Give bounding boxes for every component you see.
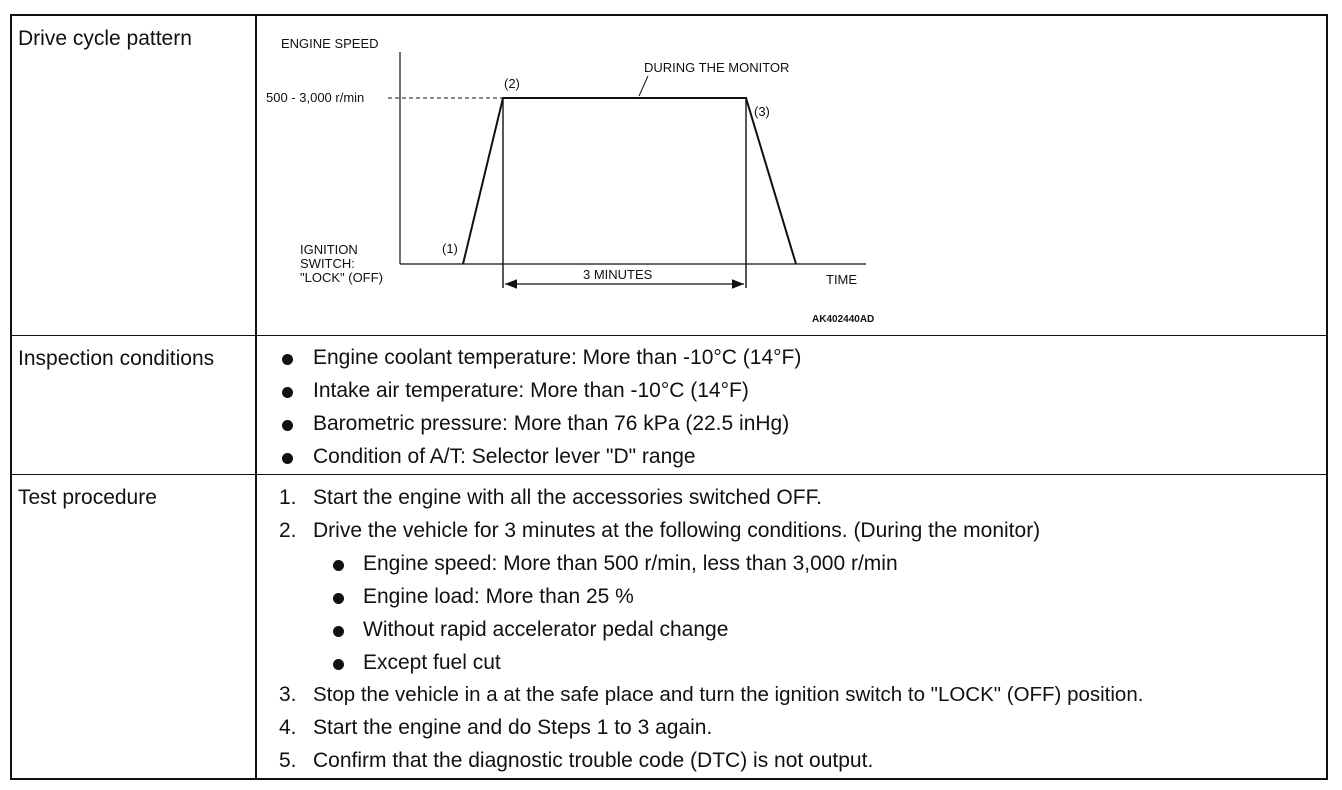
duration-label: 3 MINUTES <box>583 267 653 282</box>
bullet-icon <box>333 560 344 571</box>
monitor-label: DURING THE MONITOR <box>644 60 790 75</box>
step-2-text: Drive the vehicle for 3 minutes at the following conditions. (During the monitor) <box>313 519 1041 542</box>
sub-condition-3: Without rapid accelerator pedal change <box>363 618 729 641</box>
step-3-text: Stop the vehicle in a at the safe place and turn the ignition switch to "LOCK" (OFF) position. <box>313 683 1144 706</box>
y-axis-label: ENGINE SPEED <box>281 36 379 51</box>
x-axis-label: TIME <box>826 272 858 287</box>
step-4-text: Start the engine and do Steps 1 to 3 again. <box>313 716 713 739</box>
test-content <box>258 475 1326 778</box>
step-number: 3. <box>279 683 297 706</box>
bullet-icon <box>282 354 293 365</box>
point-3-label: (3) <box>754 104 770 119</box>
bullet-icon <box>282 453 293 464</box>
step-5-text: Confirm that the diagnostic trouble code (DTC) is not output. <box>313 749 874 772</box>
sub-condition-2: Engine load: More than 25 % <box>363 585 634 608</box>
point-1-label: (1) <box>442 241 458 256</box>
speed-range-label: 500 - 3,000 r/min <box>266 90 365 105</box>
bullet-icon <box>333 626 344 637</box>
step-number: 1. <box>279 486 297 509</box>
ignition-label-line1: IGNITION <box>300 242 358 257</box>
point-2-label: (2) <box>504 76 520 91</box>
inspection-item-1: Engine coolant temperature: More than -10°C (14°F) <box>313 346 802 369</box>
row-label-drive-cycle: Drive cycle pattern <box>18 27 192 50</box>
step-number: 2. <box>279 519 297 542</box>
ignition-label-line3: "LOCK" (OFF) <box>300 270 383 285</box>
row-inspection-conditions <box>12 336 1326 475</box>
inspection-item-3: Barometric pressure: More than 76 kPa (22.5 inHg) <box>313 412 790 435</box>
bullet-icon <box>333 593 344 604</box>
bullet-icon <box>333 659 344 670</box>
bullet-icon <box>282 420 293 431</box>
bullet-icon <box>282 387 293 398</box>
procedure-table <box>10 14 1328 780</box>
inspection-content <box>258 336 1326 474</box>
sub-condition-4: Except fuel cut <box>363 651 501 674</box>
figure-code: AK402440AD <box>812 314 875 325</box>
row-drive-cycle <box>12 16 1326 336</box>
step-number: 4. <box>279 716 297 739</box>
monitor-leader-line <box>639 76 648 96</box>
row-label-test: Test procedure <box>18 486 157 509</box>
row-label-inspection: Inspection conditions <box>18 347 215 370</box>
drive-cycle-diagram <box>258 16 958 336</box>
sub-condition-1: Engine speed: More than 500 r/min, less than 3,000 r/min <box>363 552 898 575</box>
step-number: 5. <box>279 749 297 772</box>
drive-cycle-content <box>258 16 1326 335</box>
step-1-text: Start the engine with all the accessories switched OFF. <box>313 486 822 509</box>
ignition-label-line2: SWITCH: <box>300 256 355 271</box>
inspection-item-2: Intake air temperature: More than -10°C (14°F) <box>313 379 749 402</box>
row-test-procedure <box>12 475 1326 778</box>
inspection-item-4: Condition of A/T: Selector lever "D" range <box>313 445 696 468</box>
